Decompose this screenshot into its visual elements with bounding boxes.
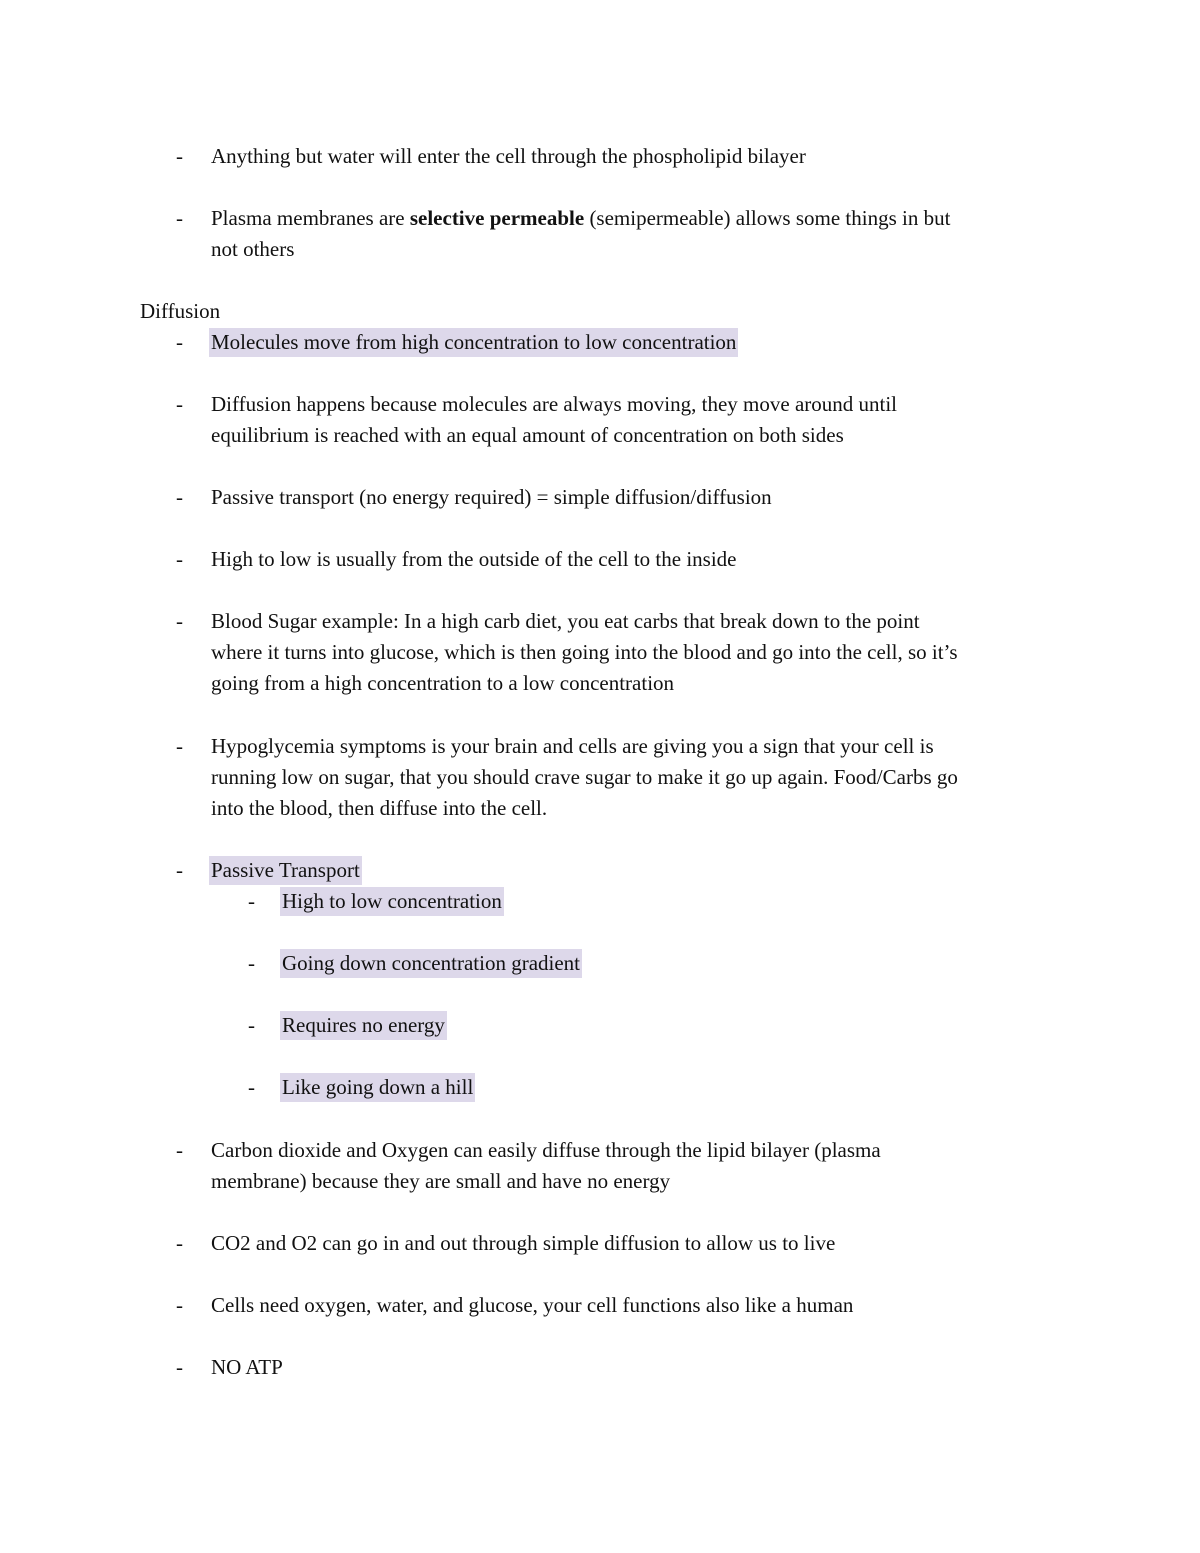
sub-bullet-text-highlighted (280, 948, 582, 979)
bullet-text-part: (semipermeable) allows some things in but (584, 206, 951, 230)
bullet-text-highlighted (209, 327, 738, 358)
bullet-dash: - (176, 330, 183, 354)
bullet-dash: - (176, 734, 183, 758)
bullet-text (211, 203, 950, 234)
sub-bullet-dash: - (248, 951, 255, 975)
bullet-dash: - (176, 1293, 183, 1317)
bullet-text-part: Plasma membranes are (211, 206, 410, 230)
bullet-dash: - (176, 1355, 183, 1379)
bullet-text-continued: not others (211, 237, 295, 261)
bullet-dash: - (176, 858, 183, 882)
bullet-text: Anything but water will enter the cell through the phospholipid bilayer (211, 144, 806, 168)
sub-bullet-dash: - (248, 1075, 255, 1099)
bullet-text: Cells need oxygen, water, and glucose, your cell functions also like a human (211, 1293, 854, 1317)
bullet-text: Hypoglycemia symptoms is your brain and cells are giving you a sign that your cell is (211, 734, 934, 758)
bullet-text: High to low is usually from the outside of the cell to the inside (211, 547, 737, 571)
bullet-text: Passive transport (no energy required) = simple diffusion/diffusion (211, 485, 772, 509)
bullet-dash: - (176, 1138, 183, 1162)
highlight: High to low concentration (280, 887, 504, 916)
highlight: Molecules move from high concentration to low concentration (209, 328, 738, 357)
bold-term: selective permeable (409, 206, 585, 230)
bullet-dash: - (176, 547, 183, 571)
highlight: Like going down a hill (280, 1073, 475, 1102)
highlight: Requires no energy (280, 1011, 447, 1040)
bullet-dash: - (176, 1231, 183, 1255)
bullet-dash: - (176, 144, 183, 168)
sub-bullet-dash: - (248, 889, 255, 913)
bullet-dash: - (176, 485, 183, 509)
bullet-text: Carbon dioxide and Oxygen can easily diffuse through the lipid bilayer (plasma (211, 1138, 881, 1162)
bullet-text-continued: equilibrium is reached with an equal amount of concentration on both sides (211, 423, 844, 447)
bullet-text: CO2 and O2 can go in and out through simple diffusion to allow us to live (211, 1231, 836, 1255)
bullet-text: Diffusion happens because molecules are always moving, they move around until (211, 392, 898, 416)
sub-bullet-text-highlighted (280, 1072, 475, 1103)
bullet-text: Blood Sugar example: In a high carb diet, you eat carbs that break down to the point (211, 609, 920, 633)
bullet-text-continued: going from a high concentration to a low concentration (211, 671, 675, 695)
sub-bullet-text-highlighted (280, 886, 504, 917)
section-heading: Diffusion (140, 299, 221, 323)
bullet-text: NO ATP (211, 1355, 283, 1379)
bullet-dash: - (176, 392, 183, 416)
bullet-text-highlighted (209, 855, 362, 886)
bullet-dash: - (176, 609, 183, 633)
sub-bullet-text-highlighted (280, 1010, 447, 1041)
bullet-dash: - (176, 206, 183, 230)
sub-bullet-dash: - (248, 1013, 255, 1037)
bullet-text-continued: running low on sugar, that you should crave sugar to make it go up again. Food/Carbs go (211, 765, 958, 789)
bullet-text-continued: into the blood, then diffuse into the cell. (211, 796, 548, 820)
highlight: Passive Transport (209, 856, 362, 885)
highlight: Going down concentration gradient (280, 949, 582, 978)
bullet-text-continued: membrane) because they are small and have no energy (211, 1169, 671, 1193)
bullet-text-continued: where it turns into glucose, which is then going into the blood and go into the cell, so it’s (211, 640, 958, 664)
